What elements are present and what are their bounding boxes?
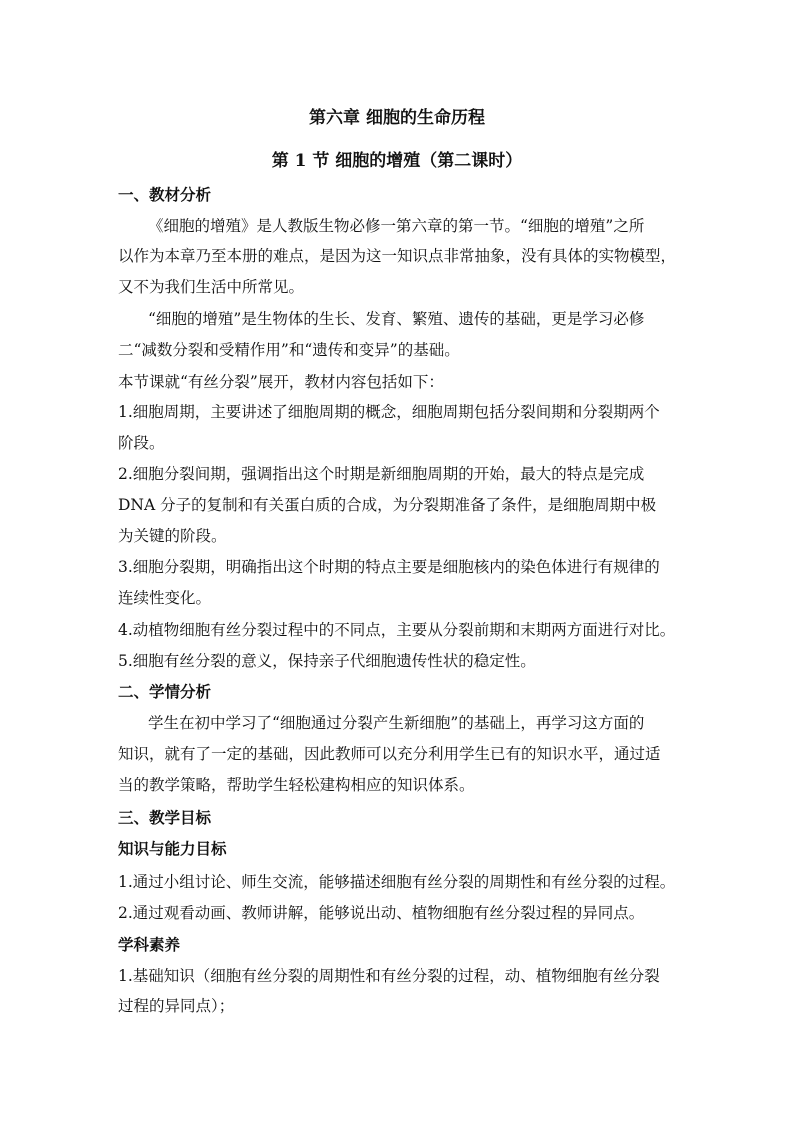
paragraph-line: DNA 分子的复制和有关蛋白质的合成，为分裂期准备了条件，是细胞周期中极 — [118, 496, 657, 514]
section-heading: 二、学情分析 — [118, 682, 212, 701]
paragraph-line: 1.基础知识（细胞有丝分裂的周期性和有丝分裂的过程，动、植物细胞有丝分裂 — [118, 967, 660, 985]
paragraph-line: 为关键的阶段。 — [118, 527, 227, 545]
paragraph-line: 2.细胞分裂间期，强调指出这个时期是新细胞周期的开始，最大的特点是完成 — [118, 465, 645, 483]
paragraph-line: “细胞的增殖”是生物体的生长、发育、繁殖、遗传的基础，更是学习必修 — [148, 310, 645, 328]
paragraph-line: 当的教学策略，帮助学生轻松建构相应的知识体系。 — [118, 776, 475, 794]
paragraph-line: 5.细胞有丝分裂的意义，保持亲子代细胞遗传性状的稳定性。 — [118, 652, 536, 670]
paragraph-line: 以作为本章乃至本册的难点，是因为这一知识点非常抽象，没有具体的实物模型， — [118, 247, 677, 265]
section-title: 第 1 节 细胞的增殖（第二课时） — [271, 151, 523, 171]
section-heading: 知识与能力目标 — [118, 839, 227, 858]
section-heading: 学科素养 — [118, 935, 181, 954]
paragraph-line: 知识，就有了一定的基础，因此教师可以充分利用学生已有的知识水平，通过适 — [118, 745, 661, 763]
paragraph-line: 3.细胞分裂期，明确指出这个时期的特点主要是细胞核内的染色体进行有规律的 — [118, 558, 660, 576]
paragraph-line: 阶段。 — [118, 434, 165, 452]
section-heading: 一、教材分析 — [118, 185, 212, 204]
paragraph-line: 二“减数分裂和受精作用”和“遗传和变异”的基础。 — [118, 341, 460, 359]
paragraph-line: 本节课就“有丝分裂”展开，教材内容包括如下： — [118, 373, 444, 391]
paragraph-line: 过程的异同点）； — [118, 997, 235, 1015]
paragraph-line: 1.通过小组讨论、师生交流，能够描述细胞有丝分裂的周期性和有丝分裂的过程。 — [118, 873, 676, 891]
paragraph-line: 4.动植物细胞有丝分裂过程中的不同点，主要从分裂前期和末期两方面进行对比。 — [118, 621, 676, 639]
chapter-title: 第六章 细胞的生命历程 — [309, 108, 485, 128]
paragraph-line: 学生在初中学习了“细胞通过分裂产生新细胞”的基础上，再学习这方面的 — [148, 714, 645, 732]
paragraph-line: 1.细胞周期，主要讲述了细胞周期的概念，细胞周期包括分裂间期和分裂期两个 — [118, 403, 660, 421]
paragraph-line: 2.通过观看动画、教师讲解，能够说出动、植物细胞有丝分裂过程的异同点。 — [118, 904, 645, 922]
paragraph-line: 《细胞的增殖》是人教版生物必修一第六章的第一节。“细胞的增殖”之所 — [148, 217, 645, 235]
paragraph-line: 又不为我们生活中所常见。 — [118, 278, 305, 296]
paragraph-line: 连续性变化。 — [118, 589, 212, 607]
section-heading: 三、教学目标 — [118, 808, 212, 827]
